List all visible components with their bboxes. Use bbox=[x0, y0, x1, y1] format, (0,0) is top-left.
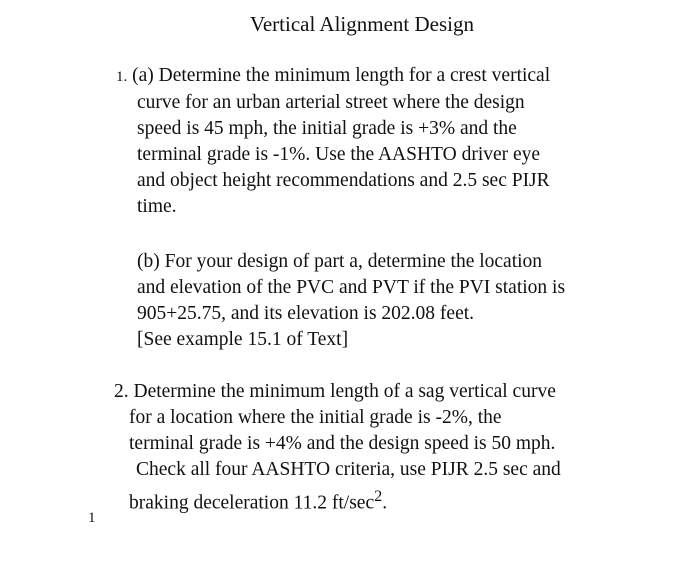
question-2-line-4: Check all four AASHTO criteria, use PIJR 2.5 sec and bbox=[136, 459, 561, 480]
question-1-part-a bbox=[116, 63, 550, 220]
question-1b-line-2: and elevation of the PVC and PVT if the PVI station is bbox=[137, 277, 566, 298]
question-1-line-3: speed is 45 mph, the initial grade is +3% and the bbox=[137, 118, 517, 139]
question-1b-line-1: (b) For your design of part a, determine the location bbox=[137, 251, 543, 272]
question-1-part-b bbox=[137, 249, 565, 353]
question-1-line-4: terminal grade is -1%. Use the AASHTO driver eye bbox=[137, 144, 541, 165]
question-2-line-5: braking deceleration 11.2 $ft/\sec^2$. bbox=[129, 487, 388, 514]
question-1b-line-3: 905+25.75, and its elevation is 202.08 feet. bbox=[137, 303, 475, 324]
question-1-line-5: and object height recommendations and 2.5 sec PIJR bbox=[137, 170, 550, 191]
question-1b-line-4: [See example 15.1 of Text] bbox=[137, 329, 349, 350]
question-2 bbox=[114, 379, 561, 517]
question-1-number: 1. bbox=[116, 69, 128, 85]
question-1-line-1: 1. (a) Determine the minimum length for a crest vertical bbox=[116, 65, 551, 86]
question-2-line-1: 2. Determine the minimum length of a sag vertical curve bbox=[114, 381, 556, 402]
question-2-line-3: terminal grade is +4% and the design speed is 50 mph. bbox=[129, 433, 556, 454]
page-number: 1 bbox=[88, 510, 96, 526]
question-1-line-2: curve for an urban arterial street where the design bbox=[137, 92, 525, 113]
document-title: Vertical Alignment Design bbox=[250, 12, 474, 36]
question-2-line-2: for a location where the initial grade is -2%, the bbox=[129, 407, 502, 428]
superscript-exponent: 2 bbox=[374, 487, 383, 505]
question-1-line-6: time. bbox=[137, 196, 177, 217]
